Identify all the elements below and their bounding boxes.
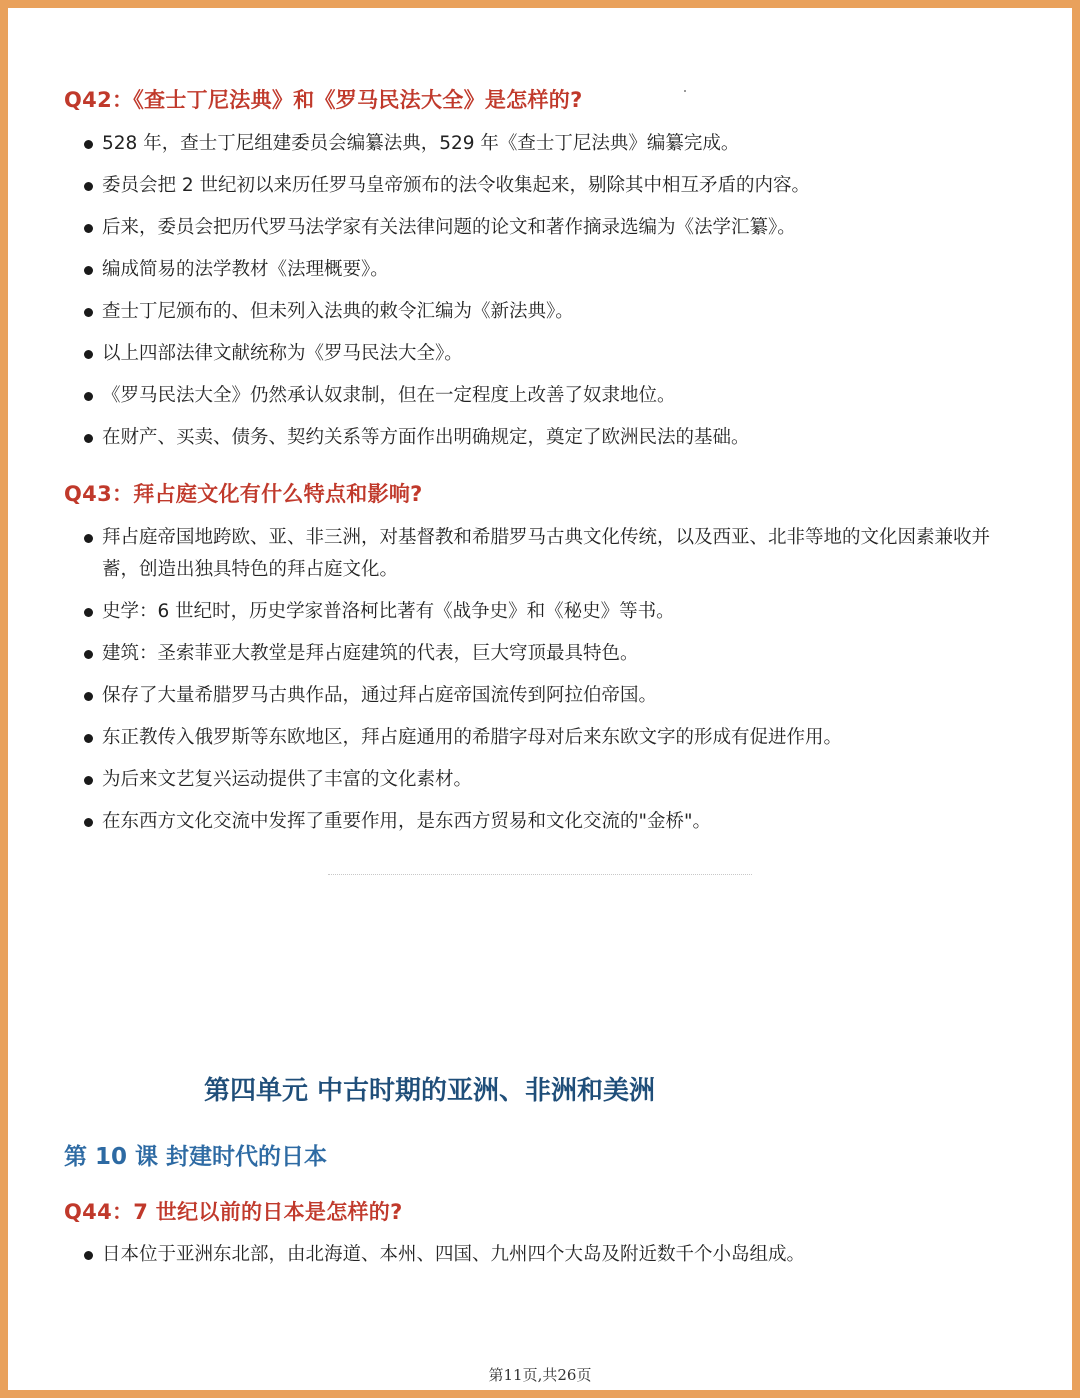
list-item: 在财产、买卖、债务、契约关系等方面作出明确规定，奠定了欧洲民法的基础。 bbox=[84, 422, 1024, 454]
list-item: 后来，委员会把历代罗马法学家有关法律问题的论文和著作摘录选编为《法学汇纂》。 bbox=[84, 212, 1024, 244]
bullet-dot-icon bbox=[84, 650, 93, 659]
bullet-dot-icon bbox=[84, 392, 93, 401]
q42-bullet-list bbox=[84, 128, 1024, 464]
list-item: 史学：6 世纪时，历史学家普洛柯比著有《战争史》和《秘史》等书。 bbox=[84, 596, 1024, 628]
list-item: 查士丁尼颁布的、但未列入法典的敕令汇编为《新法典》。 bbox=[84, 296, 1024, 328]
list-item: 为后来文艺复兴运动提供了丰富的文化素材。 bbox=[84, 764, 1024, 796]
list-item: 委员会把 2 世纪初以来历任罗马皇帝颁布的法令收集起来，剔除其中相互矛盾的内容。 bbox=[84, 170, 1024, 202]
bullet-dot-icon bbox=[84, 434, 93, 443]
list-item: 日本位于亚洲东北部，由北海道、本州、四国、九州四个大岛及附近数千个小岛组成。 bbox=[84, 1239, 1024, 1271]
list-item: 编成简易的法学教材《法理概要》。 bbox=[84, 254, 1024, 286]
bullet-dot-icon bbox=[84, 734, 93, 743]
list-item: 拜占庭帝国地跨欧、亚、非三洲，对基督教和希腊罗马古典文化传统，以及西亚、北非等地的文化因素兼收并蓄，创造出独具特色的拜占庭文化。 bbox=[84, 522, 1024, 586]
unit-heading: 第四单元 中古时期的亚洲、非洲和美洲 bbox=[204, 1076, 656, 1106]
list-item: 建筑：圣索菲亚大教堂是拜占庭建筑的代表，巨大穹顶最具特色。 bbox=[84, 638, 1024, 670]
bullet-dot-icon bbox=[84, 608, 93, 617]
list-item: 在东西方文化交流中发挥了重要作用，是东西方贸易和文化交流的"金桥"。 bbox=[84, 806, 1024, 838]
bullet-dot-icon bbox=[84, 818, 93, 827]
section-divider bbox=[328, 874, 752, 875]
bullet-dot-icon bbox=[84, 692, 93, 701]
document-page bbox=[8, 8, 1072, 1390]
q43-heading: Q43：拜占庭文化有什么特点和影响? bbox=[64, 482, 423, 506]
list-item: 东正教传入俄罗斯等东欧地区，拜占庭通用的希腊字母对后来东欧文字的形成有促进作用。 bbox=[84, 722, 1024, 754]
bullet-dot-icon bbox=[84, 534, 93, 543]
q43-bullet-list bbox=[84, 522, 1024, 848]
bullet-dot-icon bbox=[84, 350, 93, 359]
list-item: 以上四部法律文献统称为《罗马民法大全》。 bbox=[84, 338, 1024, 370]
bullet-dot-icon bbox=[84, 224, 93, 233]
list-item: 《罗马民法大全》仍然承认奴隶制，但在一定程度上改善了奴隶地位。 bbox=[84, 380, 1024, 412]
list-item: 528 年，查士丁尼组建委员会编纂法典，529 年《查士丁尼法典》编纂完成。 bbox=[84, 128, 1024, 160]
bullet-dot-icon bbox=[84, 308, 93, 317]
q42-heading: Q42：《查士丁尼法典》和《罗马民法大全》是怎样的? bbox=[64, 88, 583, 112]
scan-speck bbox=[684, 90, 686, 92]
page-number-footer: 第11页,共26页 bbox=[488, 1366, 592, 1384]
bullet-dot-icon bbox=[84, 140, 93, 149]
q44-heading: Q44：7 世纪以前的日本是怎样的? bbox=[64, 1200, 403, 1224]
bullet-dot-icon bbox=[84, 776, 93, 785]
bullet-dot-icon bbox=[84, 1251, 93, 1260]
q44-bullet-list bbox=[84, 1239, 1024, 1281]
bullet-dot-icon bbox=[84, 266, 93, 275]
bullet-dot-icon bbox=[84, 182, 93, 191]
list-item: 保存了大量希腊罗马古典作品，通过拜占庭帝国流传到阿拉伯帝国。 bbox=[84, 680, 1024, 712]
lesson-heading: 第 10 课 封建时代的日本 bbox=[64, 1144, 328, 1170]
